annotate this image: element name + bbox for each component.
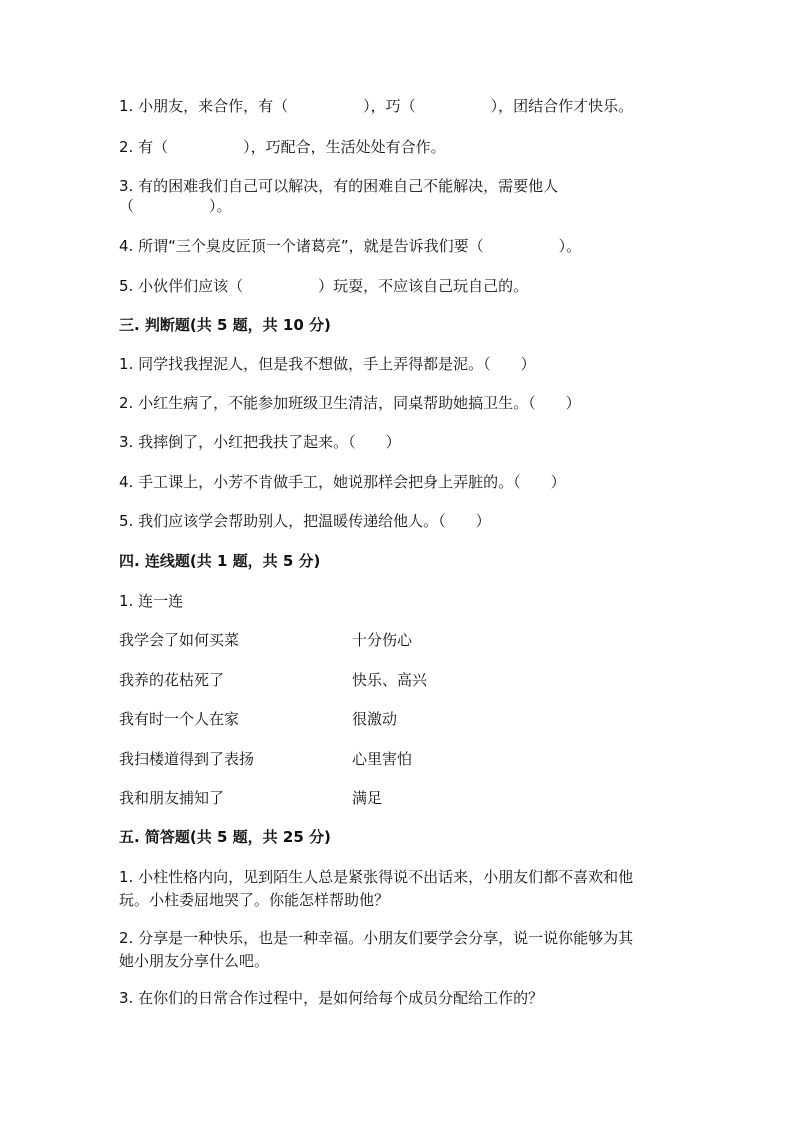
section-heading-judgement: 三. 判断题(共 5 题，共 10 分) <box>119 316 331 334</box>
fill-blank-q5: 5. 小伙伴们应该（ ）玩耍，不应该自己玩自己的。 <box>119 277 529 295</box>
matching-left-item: 我养的花枯死了 <box>119 671 225 689</box>
short-answer-q3: 3. 在你们的日常合作过程中，是如何给每个成员分配给工作的？ <box>119 989 544 1007</box>
judgement-q2: 2. 小红生病了，不能参加班级卫生清洁，同桌帮助她搞卫生。（ ） <box>119 394 581 412</box>
judgement-q5: 5. 我们应该学会帮助别人，把温暖传递给他人。（ ） <box>119 512 491 530</box>
matching-question: 1. 连一连 <box>119 592 184 610</box>
matching-right-item: 心里害怕 <box>352 750 413 768</box>
fill-blank-q3-line1: 3. 有的困难我们自己可以解决，有的困难自己不能解决，需要他人 <box>119 177 559 195</box>
fill-blank-q1: 1. 小朋友，来合作，有（ ），巧（ ），团结合作才快乐。 <box>119 97 634 115</box>
short-answer-q2-line2: 她小朋友分享什么吧。 <box>119 952 270 970</box>
judgement-q1: 1. 同学找我捏泥人，但是我不想做，手上弄得都是泥。（ ） <box>119 355 536 373</box>
matching-left-item: 我学会了如何买菜 <box>119 631 240 649</box>
short-answer-q1-line1: 1. 小柱性格内向，见到陌生人总是紧张得说不出话来，小朋友们都不喜欢和他 <box>119 868 634 886</box>
section-heading-matching: 四. 连线题(共 1 题，共 5 分) <box>119 552 321 570</box>
judgement-q3: 3. 我摔倒了，小红把我扶了起来。（ ） <box>119 433 401 451</box>
judgement-q4: 4. 手工课上，小芳不肯做手工，她说那样会把身上弄脏的。（ ） <box>119 473 566 491</box>
fill-blank-q3-line2: （ ）。 <box>119 197 232 215</box>
short-answer-q1-line2: 玩。小柱委屈地哭了。你能怎样帮助他？ <box>119 891 390 909</box>
matching-left-item: 我有时一个人在家 <box>119 710 240 728</box>
short-answer-q2-line1: 2. 分享是一种快乐，也是一种幸福。小朋友们要学会分享，说一说你能够为其 <box>119 929 634 947</box>
matching-right-item: 很激动 <box>352 710 398 728</box>
matching-right-item: 快乐、高兴 <box>352 671 428 689</box>
matching-right-item: 十分伤心 <box>352 631 413 649</box>
fill-blank-q2: 2. 有（ ），巧配合，生活处处有合作。 <box>119 138 446 156</box>
section-heading-short-answer: 五. 简答题(共 5 题，共 25 分) <box>119 828 331 846</box>
matching-left-item: 我扫楼道得到了表扬 <box>119 750 255 768</box>
matching-left-item: 我和朋友捕知了 <box>119 789 225 807</box>
matching-right-item: 满足 <box>352 789 383 807</box>
fill-blank-q4: 4. 所谓“三个臭皮匠顶一个诸葛亮”，就是告诉我们要（ ）。 <box>119 237 582 255</box>
